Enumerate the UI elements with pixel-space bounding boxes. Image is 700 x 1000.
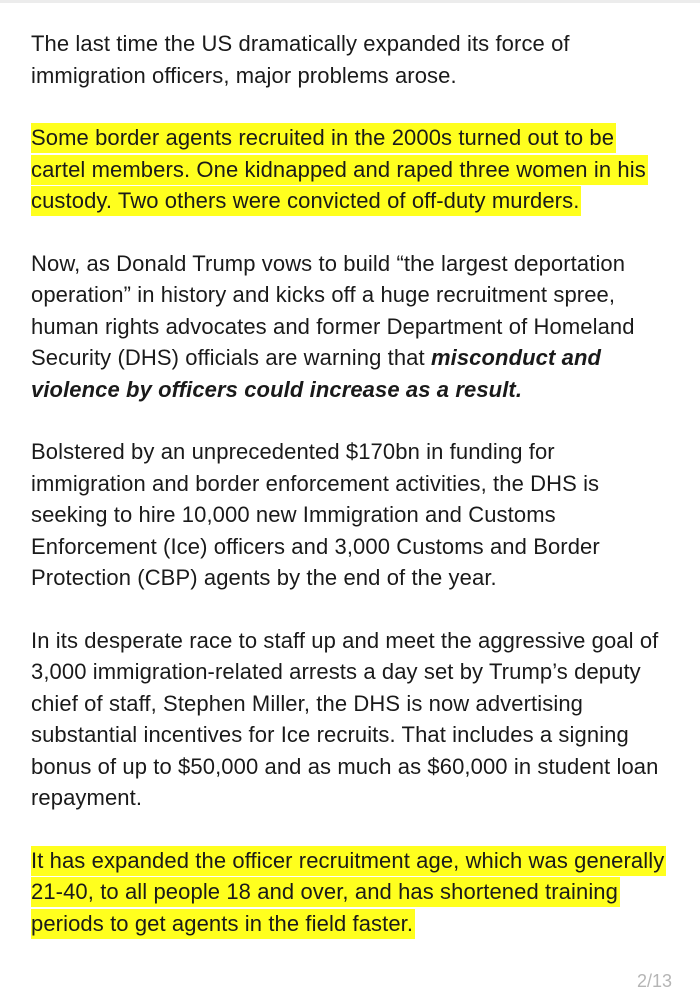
paragraph-5	[31, 625, 671, 814]
top-divider	[0, 0, 700, 3]
paragraph-3	[31, 248, 671, 406]
article-body[interactable]	[31, 28, 671, 970]
paragraph-5-text: In its desperate race to staff up and meet the aggressive goal of 3,000 immigration-related arrests a day set by Trump’s deputy chief of staff, Stephen Miller, the DHS is now advertising substantial incentives for Ice recruits. That includes a signing bonus of up to $50,000 and as much as $60,000 in student loan repayment.	[31, 627, 659, 810]
paragraph-2-highlighted	[31, 122, 671, 217]
paragraph-4-text: Bolstered by an unprecedented $170bn in funding for immigration and border enforcement activities, the DHS is seeking to hire 10,000 new Immigration and Customs Enforcement (Ice) officers and 3,000 Customs and Border Protection (CBP) agents by the end of the year.	[31, 439, 600, 590]
highlighted-text: Some border agents recruited in the 2000s turned out to be cartel members. One kidnapped and raped three women in his custody. Two others were convicted of off-duty murders.	[31, 123, 648, 216]
paragraph-3-text: Now, as Donald Trump vows to build “the largest deportation operation” in history and kicks off a huge recruitment spree, human rights advocates and former Department of Homeland Security (DHS) officials are warning that	[31, 250, 635, 370]
paragraph-4	[31, 436, 671, 594]
highlighted-text: It has expanded the officer recruitment age, which was generally 21-40, to all people 18 and over, and has shortened training periods to get agents in the field faster.	[31, 846, 666, 939]
page-indicator: 2/13	[636, 971, 672, 991]
paragraph-6-highlighted	[31, 845, 671, 940]
emphasized-text: misconduct and violence by officers could increase as a result.	[31, 345, 602, 402]
paragraph-1	[31, 28, 671, 91]
paragraph-1-text: The last time the US dramatically expanded its force of immigration officers, major problems arose.	[31, 31, 570, 88]
